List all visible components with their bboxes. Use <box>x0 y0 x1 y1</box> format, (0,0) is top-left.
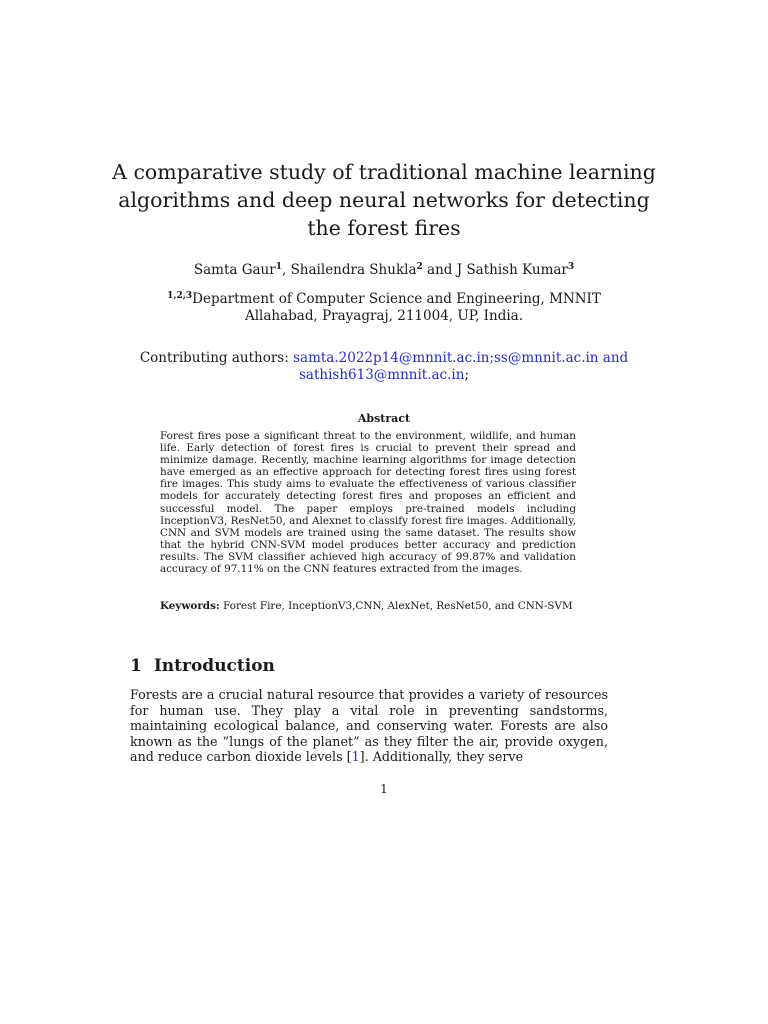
keywords <box>160 600 576 612</box>
page-number: 1 <box>380 782 388 796</box>
affiliation-line-1: Department of Computer Science and Engineering, MNNIT <box>192 291 601 307</box>
keywords-list: Forest Fire, InceptionV3,CNN, AlexNet, ResNet50, and CNN-SVM <box>219 600 573 612</box>
author-separator: , <box>281 262 291 278</box>
paper-title: A comparative study of traditional machine learning algorithms and deep neural networks for detecting the forest fires <box>112 160 656 240</box>
keywords-label: Keywords: <box>160 600 220 612</box>
author-name: Samta Gaur <box>193 262 276 278</box>
affiliation-line-2: Allahabad, Prayagraj, 211004, UP, India. <box>244 308 523 324</box>
contributing-label: Contributing authors: <box>139 350 294 366</box>
affiliation-marks: 1,2,3 <box>167 291 193 301</box>
author-list <box>0 262 768 278</box>
section-number: 1 <box>130 656 142 676</box>
author-separator: and <box>422 262 457 278</box>
author-name: J Sathish Kumar <box>456 262 568 278</box>
intro-text-end: ]. Additionally, they serve <box>359 749 524 764</box>
citation-link[interactable]: 1 <box>351 749 360 764</box>
intro-paragraph <box>130 687 608 765</box>
author-mark: 3 <box>567 262 575 272</box>
section-heading <box>130 656 275 676</box>
author-mark: 1 <box>275 262 282 272</box>
abstract-heading: Abstract <box>357 412 411 425</box>
contributing-authors <box>120 350 648 384</box>
author-mark: 2 <box>416 262 423 272</box>
email-links[interactable]: samta.2022p14@mnnit.ac.in;ss@mnnit.ac.in and sathish613@mnnit.ac.in <box>293 350 629 383</box>
affiliation <box>0 288 768 325</box>
intro-text: Forests are a crucial natural resource that provides a variety of resources for human use. They play a vital role in preventing sandstorms, maintaining ecological balance, and conserving water. Forests are also known as the ”lungs of the planet” as they filter the air, provide oxygen, and reduce carbon dioxide levels [ <box>130 687 608 764</box>
contributing-trail: ; <box>464 367 469 383</box>
author-name: Shailendra Shukla <box>290 262 417 278</box>
abstract-text: Forest fires pose a significant threat to the environment, wildlife, and human life. Early detection of forest fires is crucial to prevent their spread and minimize damage. Recently, machine learning algorithms for image detection have emerged as an effective approach for detecting forest fires using forest fire images. This study aims to evaluate the effectiveness of various classifier models for accurately detecting forest fires and proposes an efficient and successful model. The paper employs pre-trained models including InceptionV3, ResNet50, and Alexnet to classify forest fire images. Additionally, CNN and SVM models are trained using the same dataset. The results show that the hybrid CNN-SVM model produces better accuracy and prediction results. The SVM classifier achieved high accuracy of 99.87% and validation accuracy of 97.11% on the CNN features extracted from the images. <box>160 430 576 576</box>
section-title: Introduction <box>153 656 275 676</box>
